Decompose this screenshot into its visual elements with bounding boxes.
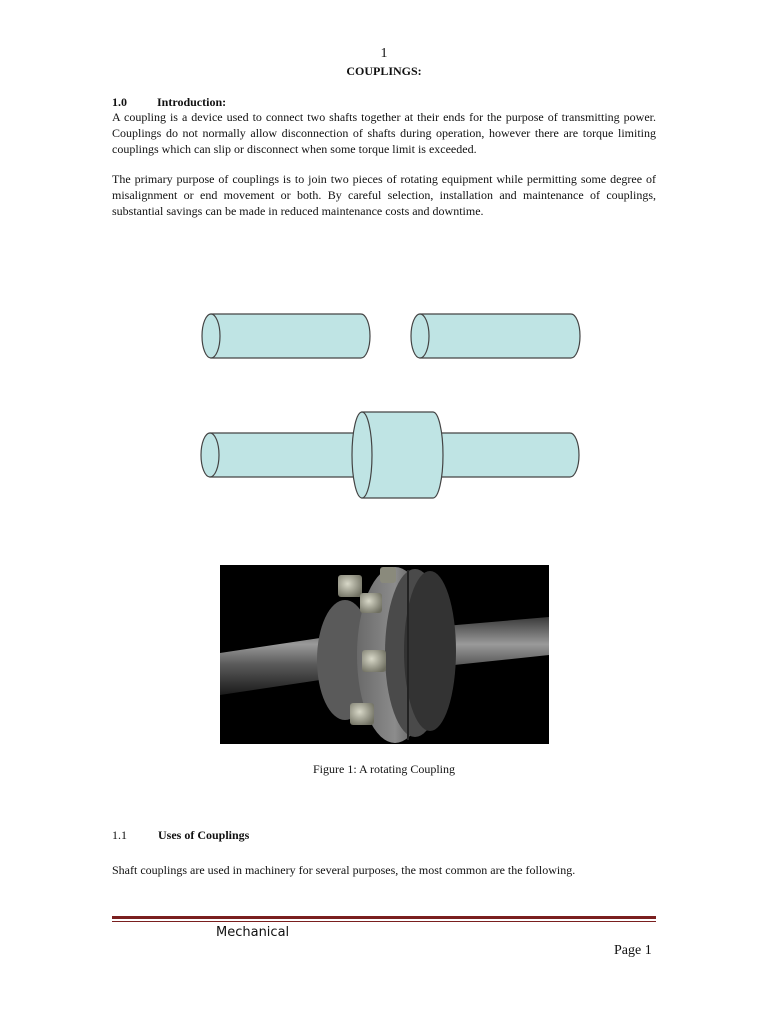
subsection-heading bbox=[112, 828, 249, 843]
footer-rule-thin bbox=[112, 921, 656, 922]
intro-paragraph-2: The primary purpose of couplings is to join two pieces of rotating equipment while permitting some degree of misalignment or end movement or both. By careful selection, installation and maintenance of couplings, substantial savings can be made in reduced maintenance costs and downtime. bbox=[112, 172, 656, 218]
footer-rule-thick bbox=[112, 916, 656, 919]
intro-paragraph-1: A coupling is a device used to connect two shafts together at their ends for the purpose of transmitting power. Couplings do not normally allow disconnection of shafts during operation, however there are torque limiting couplings which can slip or disconnect when some torque limit is exceeded. bbox=[112, 110, 656, 156]
subsection-number: 1.1 bbox=[112, 828, 127, 842]
coupling-sleeve bbox=[352, 412, 443, 498]
figure-caption: Figure 1: A rotating Coupling bbox=[312, 762, 455, 776]
shaft-coupling-diagram bbox=[190, 300, 590, 510]
rotating-coupling-photo bbox=[220, 565, 549, 744]
subsection-title: Uses of Couplings bbox=[158, 828, 250, 842]
footer-department: Mechanical bbox=[216, 925, 290, 940]
shaft-left-coupled bbox=[201, 433, 360, 477]
shaft-right-coupled bbox=[435, 433, 579, 477]
section-title: Introduction: bbox=[157, 95, 227, 109]
uses-intro-paragraph: Shaft couplings are used in machinery for several purposes, the most common are the following. bbox=[112, 863, 576, 877]
footer-page-number: Page 1 bbox=[614, 943, 652, 958]
section-number: 1.0 bbox=[112, 95, 127, 109]
shaft-left-separate bbox=[202, 314, 370, 358]
section-heading bbox=[112, 95, 226, 110]
shaft-right-separate bbox=[411, 314, 580, 358]
document-title: COUPLINGS: bbox=[346, 64, 422, 78]
top-page-number: 1 bbox=[380, 46, 388, 61]
